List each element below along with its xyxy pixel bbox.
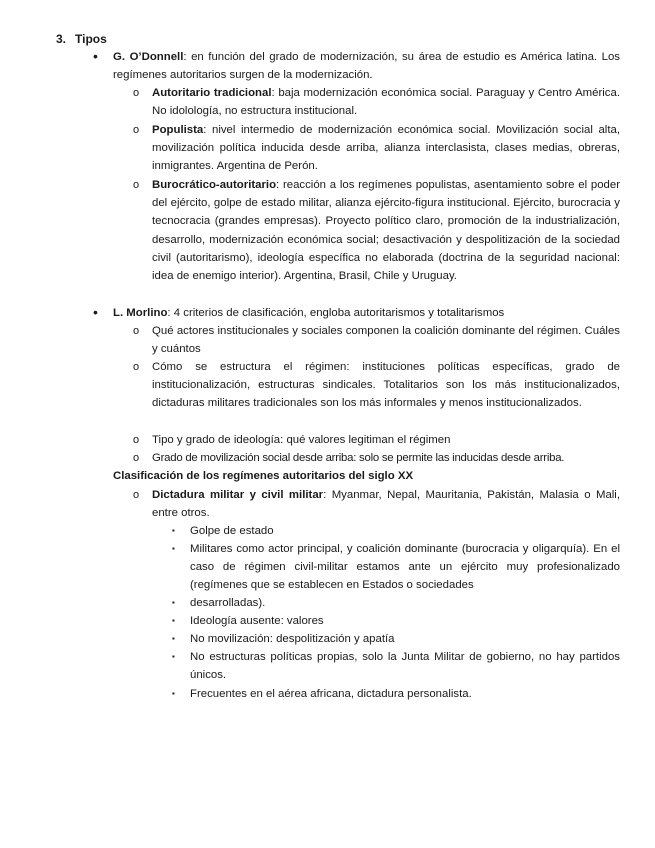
marker-burocratico: o (133, 179, 140, 191)
marker-point: ▪ (172, 652, 175, 661)
point-item: Golpe de estado (190, 525, 274, 537)
bullet-morlino: • (93, 304, 98, 320)
criterio-item: Grado de movilización social desde arriba: solo se permite las inducidas desde arriba. (152, 452, 565, 464)
item-text: : baja modernización económica social. Paraguay y Centro América. No idolología, no estructura institucional. (152, 87, 621, 118)
subitem-populista (152, 121, 620, 176)
marker-point: ▪ (172, 544, 175, 553)
item-text: : 4 criterios de clasificación, engloba autoritarismos y totalitarismos (167, 307, 505, 319)
marker-point: ▪ (172, 616, 175, 625)
subitem-autoritario-tradicional (152, 84, 620, 120)
list-item-odonnell (113, 48, 620, 84)
marker-point: ▪ (172, 634, 175, 643)
marker-dictadura: o (133, 489, 140, 501)
bullet-odonnell: • (93, 48, 98, 64)
point-item: Militares como actor principal, y coalición dominante (burocracia y oligarquía). En el caso de régimen civil-militar estamos ante un ejército muy profesionalizado (regímenes que se establecen en Estados o sociedades (190, 543, 620, 592)
term: Populista (152, 124, 204, 136)
subitem-dictadura-militar (152, 486, 620, 522)
marker-point: ▪ (172, 526, 175, 535)
marker-autoritario: o (133, 87, 140, 99)
marker-criterio-3: o (133, 434, 140, 446)
marker-criterio-4: o (133, 452, 140, 464)
marker-populista: o (133, 124, 140, 136)
term: Dictadura militar y civil militar (152, 489, 324, 501)
section-title: Tipos (75, 32, 107, 46)
item-text: : Myanmar, Nepal, Mauritania, Pakistán, Malasia o Mali, entre otros. (152, 489, 621, 520)
classification-heading: Clasificación de los regímenes autoritarios del siglo XX (113, 470, 414, 482)
term: Autoritario tradicional (152, 87, 272, 99)
item-text: : nivel intermedio de modernización económica social. Movilización social alta, movilización política inducida desde arriba, alianza interclasista, clases medias, obreras, inmigrantes. Argentina de Perón. (152, 124, 620, 173)
list-item-morlino (113, 304, 620, 322)
marker-criterio-1: o (133, 325, 140, 337)
author-name: G. O’Donnell (113, 51, 184, 63)
marker-point: ▪ (172, 598, 175, 607)
marker-point: ▪ (172, 689, 175, 698)
term: Burocrático-autoritario (152, 179, 277, 191)
item-text: : reacción a los regímenes populistas, asentamiento sobre el poder del ejército, golpe de estado militar, alianza ejército-figura institucional. Ejército, burocracia y tecnocracia (grandes empresas). Proyecto político claro, promoción de la industrialización, desarrollo, modernización económica social; desactivación y despolitización de la sociedad civil (autoritarismo), ideología específica no elaborada (doctrina de la seguridad nacional: idea de enemigo interior). Argentina, Brasil, Chile y Uruguay. (152, 179, 620, 283)
point-item: Ideología ausente: valores (190, 615, 324, 627)
item-text: : en función del grado de modernización, su área de estudio es América latina. Los regímenes autoritarios surgen de la modernización. (113, 51, 620, 82)
section-heading (56, 30, 107, 48)
criterio-item: Tipo y grado de ideología: qué valores legitiman el régimen (152, 434, 451, 446)
point-item: desarrolladas). (190, 597, 266, 609)
point-item: No movilización: despolitización y apatía (190, 633, 395, 645)
criterio-item: Cómo se estructura el régimen: instituciones políticas específicas, grado de institucionalización, estructuras sindicales. Totalitarios son los más institucionalizados, dictaduras militares tradicionales son los más informales y menos institucionalizados. (152, 361, 620, 410)
point-item: No estructuras políticas propias, solo la Junta Militar de gobierno, no hay partidos únicos. (190, 651, 620, 682)
author-name: L. Morlino (113, 307, 168, 319)
marker-criterio-2: o (133, 361, 140, 373)
subitem-burocratico-autoritario (152, 176, 620, 285)
criterio-item: Qué actores institucionales y sociales componen la coalición dominante del régimen. Cuáles y cuántos (152, 325, 620, 356)
point-item: Frecuentes en el aérea africana, dictadura personalista. (190, 688, 472, 700)
section-number: 3. (56, 32, 67, 46)
